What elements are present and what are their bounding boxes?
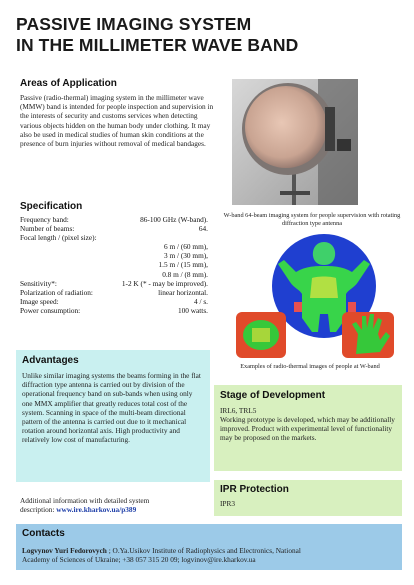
spec-polarization-value: linear horizontal. [158, 287, 208, 297]
page-title [16, 14, 406, 56]
stage-heading: Stage of Development [220, 390, 326, 401]
title-line-2: IN THE MILLIMETER WAVE BAND [16, 35, 299, 55]
spec-frequency-value: 86-100 GHz (W-band). [140, 215, 208, 224]
spec-focal [20, 233, 208, 242]
thermal-images [230, 232, 406, 362]
thermal-images-illustration [230, 232, 406, 362]
spec-focal-value-2: 3 m / (30 mm), [164, 251, 208, 261]
spec-focal-value-3: 1.5 m / (15 mm), [158, 260, 208, 270]
additional-info-line2 [20, 505, 210, 514]
advantages-heading: Advantages [22, 355, 79, 366]
spec-beams [20, 224, 208, 233]
areas-heading: Areas of Application [20, 78, 117, 89]
contact-name: Logvynov Yuri Fedorovych [22, 546, 107, 555]
spec-heading: Specification [20, 201, 83, 212]
additional-info [20, 496, 210, 514]
spec-list [20, 215, 208, 315]
title-line-1: PASSIVE IMAGING SYSTEM [16, 14, 252, 34]
spec-beams-label: Number of beams: [20, 224, 75, 234]
additional-info-prefix: description: [20, 505, 55, 515]
spec-speed [20, 297, 208, 306]
spec-sensitivity-label: Sensitivity*: [20, 278, 57, 288]
spec-polarization-label: Polarization of radiation: [20, 287, 93, 297]
system-description-link[interactable]: www.ire.kharkov.ua/p389 [56, 505, 137, 515]
stage-levels: IRL6, TRL5 [220, 406, 257, 415]
ipr-box [214, 480, 402, 516]
antenna-illustration [232, 79, 358, 205]
spec-power-label: Power consumption: [20, 305, 81, 315]
spec-focal-value-1: 6 m / (60 mm), [164, 242, 208, 252]
spec-power-value: 100 watts. [178, 305, 208, 315]
spec-speed-value: 4 / s. [194, 296, 208, 306]
contacts-heading: Contacts [22, 528, 65, 539]
spec-power [20, 306, 208, 315]
contacts-box [16, 524, 402, 570]
antenna-caption: W-band 64-beam imaging system for people supervision with rotating diffraction type antenna [223, 212, 401, 227]
antenna-photo [232, 79, 358, 205]
spec-speed-label: Image speed: [20, 296, 59, 306]
additional-info-line1: Additional information with detailed system [20, 496, 150, 505]
contacts-line1 [22, 546, 398, 555]
advantages-box [16, 350, 210, 482]
images-caption: Examples of radio-thermal images of people at W-band [240, 363, 380, 370]
spec-frequency [20, 215, 208, 224]
spec-beams-value: 64. [198, 224, 208, 234]
spec-focal-label: Focal length / (pixel size): [20, 233, 97, 243]
spec-polarization [20, 288, 208, 297]
spec-sensitivity [20, 279, 208, 288]
advantages-text: Unlike similar imaging systems the beams forming in the flat diffraction type antenna is carried out by division of the operational frequency band on sub-bands when using only one MMX amplifier that greatly reduces total cost of the system. Scanning in space of the multi-beam directional pattern of the antenna is carried out due to it mechanical rotation around horizontal axis. High productivity and relatively low cost of manufacturing. [22, 371, 201, 445]
ipr-value: IPR3 [220, 499, 236, 508]
contacts-details [22, 546, 398, 564]
spec-focal-value-4: 0.8 m / (8 mm). [162, 269, 208, 279]
areas-text: Passive (radio-thermal) imaging system in the millimeter wave (MMW) band is intended for people inspection and supervision in the interests of security and customs services when detecting various objects hidden on the human body under clothing. It may also be used in medical studies of human skin conditions at the presence of burn injuries without removal of medical bandages. [20, 93, 214, 149]
spec-frequency-label: Frequency band: [20, 215, 69, 224]
ipr-heading: IPR Protection [220, 484, 289, 495]
contacts-institute: ; O.Ya.Usikov Institute of Radiophysics and Electronics, National [106, 546, 301, 555]
contacts-line2: Academy of Sciences of Ukraine; +38 057 315 20 09; logvinov@ire.kharkov.ua [22, 555, 256, 565]
stage-box [214, 385, 402, 471]
stage-text: Working prototype is developed, which may be additionally improved. Product with experimental level of functionality may be proposed on the markets. [220, 415, 395, 443]
spec-sensitivity-value: 1-2 K (* - may be improved). [121, 278, 208, 288]
